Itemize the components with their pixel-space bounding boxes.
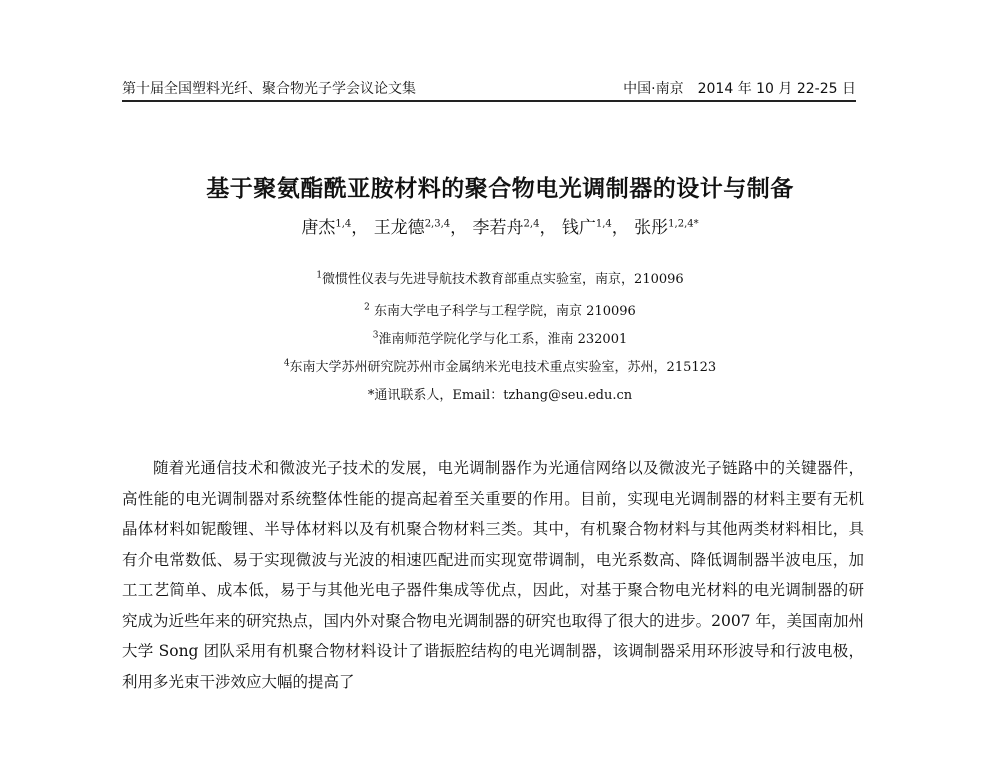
paragraph: 随着光通信技术和微波光子技术的发展，电光调制器作为光通信网络以及微波光子链路中的关键器件，高性能的电光调制器对系统整体性能的提高起着至关重要的作用。目前，实现电光调制器的材料主要有无机晶体材料如铌酸锂、半导体材料以及有机聚合物材料三类。其中，有机聚合物材料与其他两类材料相比，具有介电常数低、易于实现微波与光波的相速匹配进而实现宽带调制，电光系数高、降低调制器半波电压，加工工艺简单、成本低，易于与其他光电子器件集成等优点，因此，对基于聚合物电光材料的电光调制器的研究成为近些年来的研究热点，国内外对聚合物电光调制器的研究也取得了很大的进步。2007 年，美国南加州大学 Song 团队采用有机聚合物材料设计了谐振腔结构的电光调制器，该调制器采用环形波导和行波电极，利用多光束干涉效应大幅的提高了 [122,459,864,691]
affiliation: $^4$东南大学苏州研究院苏州市金属纳米光电技术重点实验室，苏州，215123 [283,358,717,375]
author: 钱广$^{1,4}$ [561,218,612,238]
conference-name: 第十届全国塑料光纤、聚合物光子学会议论文集 [122,81,416,97]
affiliation: $^3$淮南师范学院化学与化工系，淮南 232001 [372,330,628,347]
contact-email: *通讯联系人，Email：tzhang@seu.edu.cn [367,388,633,403]
affiliation: $^1$微惯性仪表与先进导航技术教育部重点实验室，南京，210096 [316,270,684,287]
author-list: 唐杰$^{1,4}$， 王龙德$^{2,3,4}$， 李若舟$^{2,4}$， 钱广$^{1,4}$， 张彤$^{1,2,4*}$ [301,218,699,238]
affiliation: $^2$ 东南大学电子科学与工程学院，南京 210096 [364,302,636,319]
running-header [122,78,856,102]
author: 王龙德$^{2,3,4}$ [373,218,451,238]
body-text [122,453,864,697]
author: 李若舟$^{2,4}$ [472,218,540,238]
conference-place-date: 中国·南京 2014 年 10 月 22-25 日 [623,81,856,97]
author: 唐杰$^{1,4}$ [301,218,352,238]
paper-title: 基于聚氨酯酰亚胺材料的聚合物电光调制器的设计与制备 [206,176,794,202]
author: 张彤$^{1,2,4*}$ [634,218,699,238]
